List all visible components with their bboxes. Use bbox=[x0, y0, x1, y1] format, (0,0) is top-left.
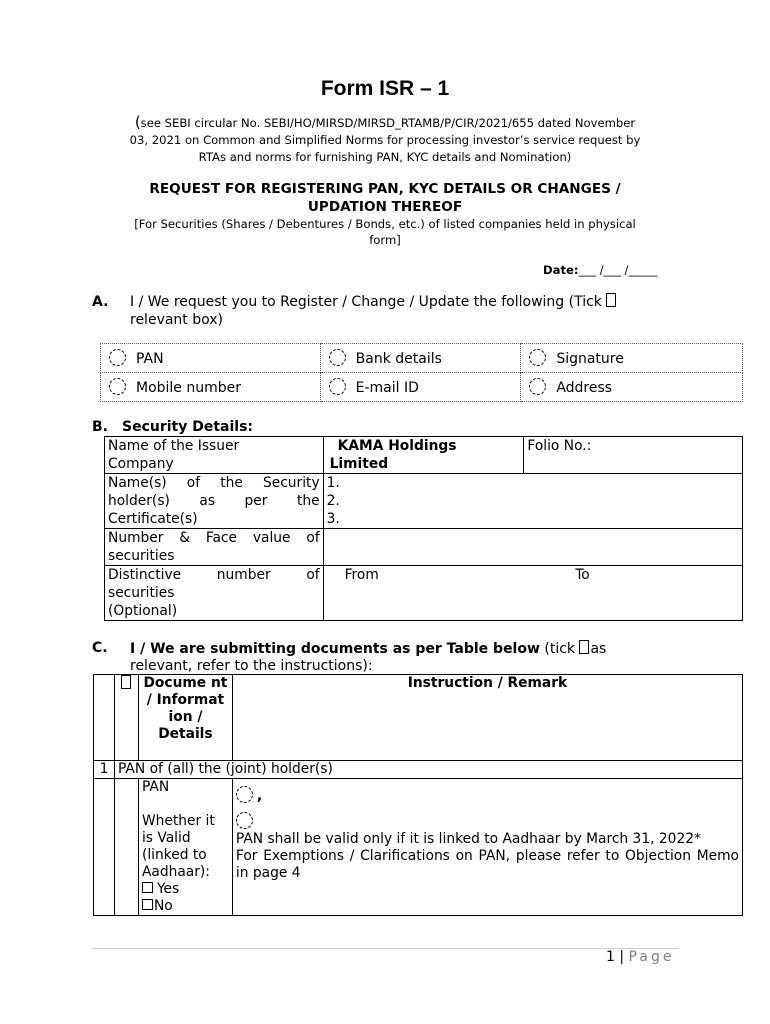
valid-check-row[interactable] bbox=[236, 812, 739, 831]
distinctive-label-line: (Optional) bbox=[108, 603, 178, 619]
option-email-id[interactable] bbox=[320, 373, 521, 402]
holder-line[interactable]: 2. bbox=[326, 493, 340, 509]
header-number-cell bbox=[94, 675, 115, 761]
remark-1: PAN shall be valid only if it is linked to Aadhaar by March 31, 2022* bbox=[235, 831, 701, 847]
scope-line-2: form] bbox=[369, 233, 401, 247]
remark-cell bbox=[232, 779, 742, 916]
circular-line-3: RTAs and norms for furnishing PAN, KYC details and Nomination) bbox=[198, 150, 572, 164]
section-b-heading bbox=[92, 419, 253, 435]
request-heading bbox=[92, 180, 678, 216]
option-label: PAN bbox=[136, 351, 164, 367]
issuer-value-line: KAMA Holdings bbox=[337, 438, 457, 454]
section-b-title: Security Details: bbox=[122, 419, 254, 435]
distinctive-label-line: securities bbox=[108, 585, 175, 601]
date-value[interactable]: ___ /___ /_____ bbox=[578, 263, 658, 277]
section-a-text-1: I / We request you to Register / Change / Update the following (Tick bbox=[130, 294, 602, 310]
holder-line[interactable]: 3. bbox=[326, 511, 340, 527]
option-label: Bank details bbox=[355, 351, 442, 367]
row-number: 1 bbox=[94, 761, 115, 779]
distinctive-label-line: Distinctive number of bbox=[108, 567, 320, 583]
tick-symbol-icon bbox=[121, 675, 131, 689]
no-option[interactable] bbox=[142, 898, 229, 915]
heading-line-2: UPDATION THEREOF bbox=[307, 199, 463, 215]
holders-label-line: Name(s) of the Security bbox=[108, 475, 320, 491]
pan-info-cell bbox=[138, 779, 232, 916]
date-field[interactable] bbox=[543, 263, 657, 277]
row-title: PAN of (all) the (joint) holder(s) bbox=[114, 761, 742, 779]
holders-label bbox=[105, 474, 324, 529]
security-details-table bbox=[104, 436, 743, 621]
section-c-text-rest-2: as bbox=[590, 641, 607, 657]
tick-cell[interactable] bbox=[114, 779, 138, 916]
option-pan[interactable] bbox=[101, 344, 321, 373]
section-c-label: C. bbox=[92, 640, 108, 656]
checkbox-icon[interactable] bbox=[329, 378, 346, 395]
date-label: Date: bbox=[543, 263, 579, 277]
empty-number-cell bbox=[94, 779, 115, 916]
pan-label: PAN bbox=[141, 779, 170, 795]
issuer-label-line: Name of the Issuer bbox=[108, 438, 240, 454]
checkbox-icon[interactable] bbox=[329, 349, 346, 366]
comma: , bbox=[256, 788, 263, 804]
number-label-line: Number & Face value of bbox=[108, 530, 320, 546]
holders-field[interactable] bbox=[323, 474, 742, 529]
pan-check-row[interactable] bbox=[236, 786, 739, 805]
number-face-value-field[interactable] bbox=[323, 529, 742, 566]
heading-line-1: REQUEST FOR REGISTERING PAN, KYC DETAILS OR CHANGES / bbox=[149, 181, 621, 197]
option-label: E-mail ID bbox=[355, 380, 419, 396]
distinctive-number-label bbox=[105, 566, 324, 621]
checkbox-icon[interactable] bbox=[529, 349, 546, 366]
holder-line[interactable]: 1. bbox=[326, 475, 340, 491]
page-number: 1 bbox=[606, 949, 615, 965]
open-paren: ( bbox=[134, 113, 141, 131]
no-label: No bbox=[153, 898, 173, 914]
holders-label-line: holder(s) as per the bbox=[108, 493, 320, 509]
from-label: From bbox=[344, 567, 379, 583]
documents-table bbox=[93, 674, 743, 916]
issuer-value bbox=[323, 437, 524, 474]
page-sep: | bbox=[614, 949, 629, 965]
tick-symbol-icon bbox=[579, 640, 589, 654]
section-c-text-2: relevant, refer to the instructions): bbox=[130, 658, 373, 674]
checkbox-icon[interactable] bbox=[109, 378, 126, 395]
tick-symbol-icon bbox=[606, 293, 616, 307]
circular-reference bbox=[92, 114, 678, 166]
folio-field[interactable] bbox=[524, 437, 743, 474]
holders-label-line: Certificate(s) bbox=[108, 511, 198, 527]
checkbox-icon[interactable] bbox=[236, 786, 253, 803]
option-label: Address bbox=[556, 380, 613, 396]
yes-option[interactable] bbox=[142, 881, 229, 898]
circular-line-2: 03, 2021 on Common and Simplified Norms for processing investor’s service request by bbox=[129, 133, 641, 147]
remark-2: For Exemptions / Clarifications on PAN, please refer to Objection Memo in page 4 bbox=[235, 848, 739, 881]
scope-line-1: [For Securities (Shares / Debentures / Bonds, etc.) of listed companies held in physical bbox=[134, 217, 636, 231]
option-label: Mobile number bbox=[136, 380, 242, 396]
number-label-line: securities bbox=[108, 548, 175, 564]
checkbox-icon[interactable] bbox=[236, 812, 253, 829]
whether-valid-label: Whether it is Valid (linked to Aadhaar): bbox=[141, 813, 215, 880]
option-signature[interactable] bbox=[521, 344, 743, 373]
header-remark: Instruction / Remark bbox=[232, 675, 742, 761]
number-face-value-label bbox=[105, 529, 324, 566]
page-text: Page bbox=[628, 949, 675, 965]
to-label: To bbox=[575, 567, 590, 583]
header-document: Docume nt / Informat ion / Details bbox=[138, 675, 232, 761]
checkbox-icon[interactable] bbox=[142, 882, 153, 893]
section-a-text-2: relevant box) bbox=[130, 312, 224, 328]
update-options-table bbox=[100, 343, 743, 402]
issuer-label-line: Company bbox=[108, 456, 174, 472]
circular-line-1: see SEBI circular No. SEBI/HO/MIRSD/MIRSD_RTAMB/P/CIR/2021/655 dated November bbox=[140, 116, 636, 130]
option-address[interactable] bbox=[521, 373, 743, 402]
option-label: Signature bbox=[556, 351, 624, 367]
checkbox-icon[interactable] bbox=[142, 899, 153, 910]
issuer-value-line: Limited bbox=[329, 456, 389, 472]
section-b-label: B. bbox=[92, 419, 108, 435]
folio-label: Folio No.: bbox=[527, 438, 592, 454]
option-bank-details[interactable] bbox=[320, 344, 521, 373]
section-a-label: A. bbox=[92, 294, 109, 310]
distinctive-number-field[interactable] bbox=[323, 566, 742, 621]
option-mobile-number[interactable] bbox=[101, 373, 321, 402]
checkbox-icon[interactable] bbox=[529, 378, 546, 395]
form-title: Form ISR – 1 bbox=[320, 77, 450, 100]
yes-label: Yes bbox=[156, 881, 180, 897]
header-tick-cell bbox=[114, 675, 138, 761]
section-c-text-rest: (tick bbox=[539, 641, 580, 657]
scope-note bbox=[92, 216, 678, 248]
checkbox-icon[interactable] bbox=[109, 349, 126, 366]
section-c-text-bold: I / We are submitting documents as per Table below bbox=[130, 641, 540, 657]
page-footer bbox=[606, 949, 674, 965]
issuer-label bbox=[105, 437, 324, 474]
footer-divider bbox=[92, 948, 678, 949]
